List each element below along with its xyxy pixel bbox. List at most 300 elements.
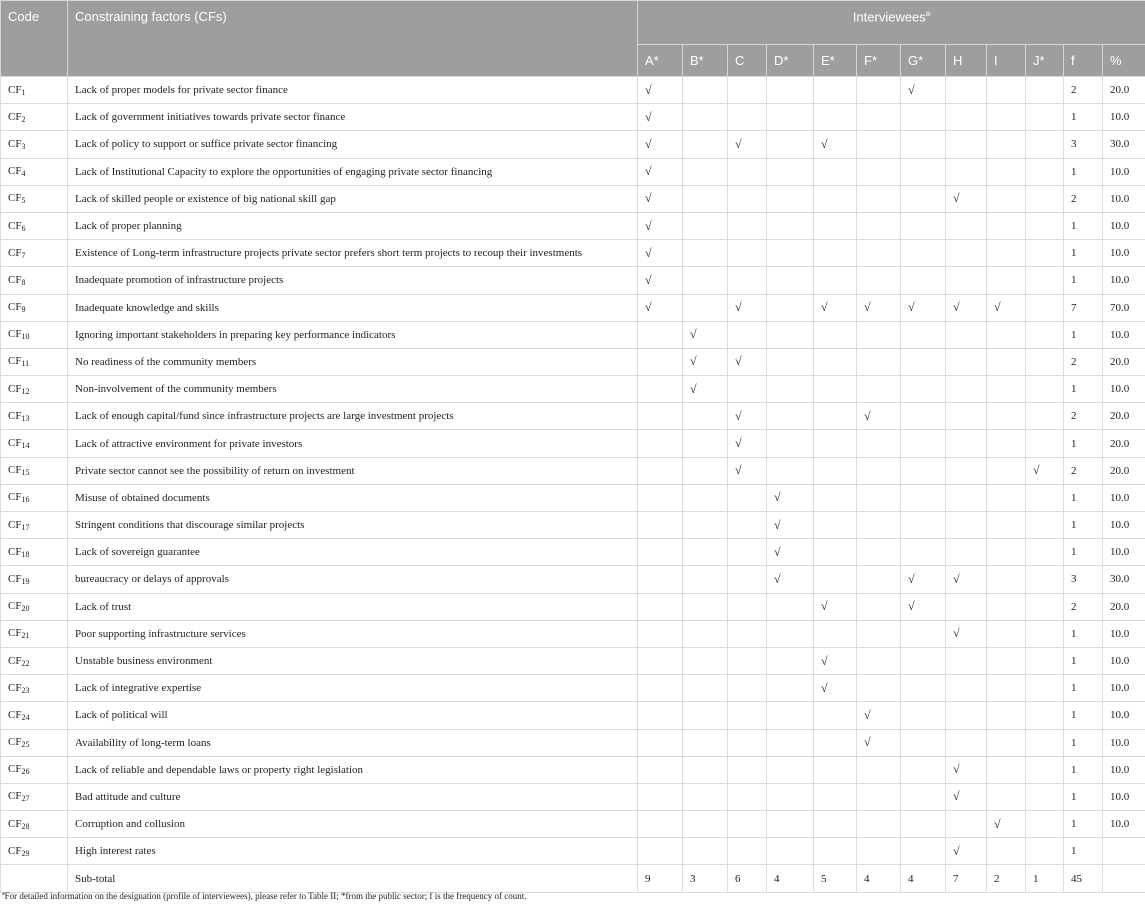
factor-code-index: 29 (21, 848, 30, 858)
empty-cell (946, 484, 987, 511)
empty-cell (683, 647, 728, 674)
empty-cell (857, 267, 901, 294)
frequency-cell: 1 (1064, 267, 1103, 294)
empty-cell (987, 267, 1026, 294)
empty-cell (857, 620, 901, 647)
factor-code-prefix: CF (8, 409, 22, 422)
factor-code-index: 2 (21, 114, 26, 124)
subtotal-value: 6 (728, 865, 767, 892)
column-header: E* (814, 45, 857, 77)
table-row (1, 294, 1145, 321)
factor-description: Lack of government initiatives towards private sector finance (68, 104, 638, 131)
factor-code-index: 10 (21, 332, 30, 342)
empty-cell (901, 403, 946, 430)
empty-cell (1026, 294, 1064, 321)
check-mark-cell: √ (987, 811, 1026, 838)
factor-code (1, 838, 68, 865)
frequency-cell: 1 (1064, 838, 1103, 865)
empty-cell (987, 348, 1026, 375)
empty-cell (1026, 783, 1064, 810)
empty-cell (767, 403, 814, 430)
empty-cell (814, 376, 857, 403)
empty-cell (901, 430, 946, 457)
empty-cell (901, 321, 946, 348)
check-mark-cell: √ (946, 620, 987, 647)
check-mark-cell: √ (728, 403, 767, 430)
frequency-cell: 2 (1064, 403, 1103, 430)
frequency-cell: 1 (1064, 811, 1103, 838)
factor-code-prefix: CF (8, 355, 22, 368)
factor-description: Stringent conditions that discourage similar projects (68, 512, 638, 539)
empty-cell (683, 811, 728, 838)
empty-cell (1026, 539, 1064, 566)
empty-cell (901, 376, 946, 403)
check-mark-cell: √ (946, 783, 987, 810)
empty-cell (946, 321, 987, 348)
empty-cell (901, 838, 946, 865)
frequency-cell: 1 (1064, 647, 1103, 674)
check-mark-cell: √ (901, 77, 946, 104)
table-row (1, 783, 1145, 810)
empty-cell (767, 321, 814, 348)
empty-cell (901, 620, 946, 647)
check-mark-cell: √ (946, 756, 987, 783)
percent-cell: 10.0 (1103, 240, 1145, 267)
empty-cell (901, 512, 946, 539)
check-mark-cell: √ (987, 294, 1026, 321)
table-row (1, 484, 1145, 511)
check-mark-cell: √ (814, 675, 857, 702)
factor-code-index: 1 (21, 87, 26, 97)
factor-code-prefix: CF (8, 83, 22, 96)
check-mark-cell: √ (638, 158, 683, 185)
empty-cell (728, 620, 767, 647)
column-header: I (987, 45, 1026, 77)
empty-cell (901, 348, 946, 375)
check-mark-cell: √ (946, 838, 987, 865)
check-mark-cell: √ (946, 566, 987, 593)
empty-cell (728, 77, 767, 104)
factor-code (1, 593, 68, 620)
factor-code-index: 18 (21, 549, 30, 559)
percent-cell: 10.0 (1103, 620, 1145, 647)
subtotal-label: Sub-total (68, 865, 638, 892)
check-mark-cell: √ (857, 294, 901, 321)
frequency-cell: 1 (1064, 512, 1103, 539)
factor-description: Lack of reliable and dependable laws or property right legislation (68, 756, 638, 783)
percent-cell: 10.0 (1103, 702, 1145, 729)
empty-cell (814, 783, 857, 810)
table-row (1, 185, 1145, 212)
factor-code-index: 20 (21, 604, 30, 614)
empty-cell (814, 729, 857, 756)
table-row (1, 403, 1145, 430)
empty-cell (638, 838, 683, 865)
empty-cell (901, 158, 946, 185)
empty-cell (683, 267, 728, 294)
percent-cell: 10.0 (1103, 212, 1145, 239)
empty-cell (683, 702, 728, 729)
empty-cell (683, 729, 728, 756)
empty-cell (767, 77, 814, 104)
factor-description: Lack of sovereign guarantee (68, 539, 638, 566)
empty-cell (728, 811, 767, 838)
factor-code (1, 566, 68, 593)
empty-cell (857, 131, 901, 158)
empty-cell (857, 783, 901, 810)
factor-code (1, 77, 68, 104)
empty-cell (946, 593, 987, 620)
empty-cell (767, 811, 814, 838)
percent-cell (1103, 838, 1145, 865)
frequency-cell: 1 (1064, 729, 1103, 756)
check-mark-cell: √ (1026, 457, 1064, 484)
table-row (1, 620, 1145, 647)
empty-cell (683, 212, 728, 239)
factor-code-prefix: CF (8, 518, 22, 531)
factor-code-prefix: CF (8, 110, 22, 123)
factor-code (1, 539, 68, 566)
footnote-text: For detailed information on the designation (profile of interviewees), please refer to Table II; *from the public sector; f is the frequency of count. (4, 891, 527, 901)
percent-cell: 20.0 (1103, 593, 1145, 620)
empty-cell (901, 647, 946, 674)
factor-code (1, 484, 68, 511)
empty-cell (638, 647, 683, 674)
empty-cell (767, 675, 814, 702)
column-header: % (1103, 45, 1145, 77)
table-row (1, 729, 1145, 756)
empty-cell (814, 321, 857, 348)
empty-cell (987, 77, 1026, 104)
empty-cell (638, 430, 683, 457)
empty-cell (767, 647, 814, 674)
empty-cell (857, 647, 901, 674)
check-mark-cell: √ (728, 430, 767, 457)
percent-cell: 20.0 (1103, 77, 1145, 104)
empty-cell (683, 403, 728, 430)
factor-code-index: 27 (21, 794, 30, 804)
empty-cell (946, 403, 987, 430)
empty-cell (814, 77, 857, 104)
empty-cell (1026, 77, 1064, 104)
factor-code-index: 7 (21, 250, 26, 260)
frequency-cell: 1 (1064, 376, 1103, 403)
factor-description: No readiness of the community members (68, 348, 638, 375)
empty-cell (987, 620, 1026, 647)
column-header: D* (767, 45, 814, 77)
factor-code-prefix: CF (8, 301, 22, 314)
table-row (1, 811, 1145, 838)
table-row (1, 512, 1145, 539)
empty-cell (728, 593, 767, 620)
empty-cell (946, 512, 987, 539)
factor-code (1, 702, 68, 729)
subtotal-value: 3 (683, 865, 728, 892)
factor-description: Inadequate promotion of infrastructure projects (68, 267, 638, 294)
percent-cell: 20.0 (1103, 403, 1145, 430)
empty-cell (683, 185, 728, 212)
factor-description: Lack of policy to support or suffice private sector financing (68, 131, 638, 158)
factor-code (1, 294, 68, 321)
factor-description: Lack of political will (68, 702, 638, 729)
empty-cell (814, 158, 857, 185)
empty-cell (683, 131, 728, 158)
frequency-cell: 1 (1064, 702, 1103, 729)
empty-cell (638, 620, 683, 647)
empty-cell (987, 566, 1026, 593)
factor-code-index: 16 (21, 495, 30, 505)
empty-cell (728, 240, 767, 267)
empty-cell (728, 783, 767, 810)
factor-code-index: 23 (21, 685, 30, 695)
empty-cell (683, 77, 728, 104)
check-mark-cell: √ (814, 294, 857, 321)
frequency-cell: 2 (1064, 348, 1103, 375)
empty-cell (638, 484, 683, 511)
empty-cell (857, 593, 901, 620)
factor-description: Lack of Institutional Capacity to explore the opportunities of engaging private sector financing (68, 158, 638, 185)
factor-description: Bad attitude and culture (68, 783, 638, 810)
empty-cell (857, 77, 901, 104)
subtotal-value: 7 (946, 865, 987, 892)
frequency-cell: 2 (1064, 77, 1103, 104)
empty-cell (946, 240, 987, 267)
check-mark-cell: √ (638, 212, 683, 239)
check-mark-cell: √ (946, 185, 987, 212)
empty-cell (767, 729, 814, 756)
empty-cell (814, 566, 857, 593)
check-mark-cell: √ (638, 104, 683, 131)
table-row (1, 376, 1145, 403)
empty-cell (857, 811, 901, 838)
factor-code (1, 321, 68, 348)
table-row (1, 348, 1145, 375)
factor-code-index: 17 (21, 522, 30, 532)
empty-cell (814, 484, 857, 511)
factor-code-index: 12 (21, 386, 30, 396)
column-header: J* (1026, 45, 1064, 77)
empty-cell (901, 702, 946, 729)
table-row (1, 566, 1145, 593)
empty-cell (946, 457, 987, 484)
empty-cell (767, 756, 814, 783)
check-mark-cell: √ (901, 593, 946, 620)
frequency-cell: 3 (1064, 566, 1103, 593)
table-row (1, 593, 1145, 620)
empty-cell (767, 131, 814, 158)
factor-code-prefix: CF (8, 654, 22, 667)
factor-code (1, 348, 68, 375)
factor-code (1, 647, 68, 674)
empty-cell (987, 321, 1026, 348)
factor-code-index: 5 (21, 196, 26, 206)
check-mark-cell: √ (814, 593, 857, 620)
percent-cell: 10.0 (1103, 675, 1145, 702)
factor-code-index: 21 (21, 631, 30, 641)
factor-code-prefix: CF (8, 491, 22, 504)
empty-cell (728, 539, 767, 566)
factor-description: High interest rates (68, 838, 638, 865)
empty-cell (814, 267, 857, 294)
table-row (1, 838, 1145, 865)
empty-cell (901, 675, 946, 702)
factor-code (1, 430, 68, 457)
subtotal-value: 45 (1064, 865, 1103, 892)
empty-cell (857, 158, 901, 185)
empty-cell (638, 539, 683, 566)
factor-code (1, 104, 68, 131)
factor-code-prefix: CF (8, 572, 22, 585)
empty-cell (638, 321, 683, 348)
factor-description: Private sector cannot see the possibility of return on investment (68, 457, 638, 484)
empty-cell (814, 348, 857, 375)
empty-cell (857, 321, 901, 348)
factor-description: Non-involvement of the community members (68, 376, 638, 403)
subtotal-value: 5 (814, 865, 857, 892)
table-row (1, 430, 1145, 457)
empty-cell (767, 240, 814, 267)
factor-code-index: 4 (21, 169, 26, 179)
empty-cell (857, 457, 901, 484)
factor-code-prefix: CF (8, 137, 22, 150)
check-mark-cell: √ (857, 403, 901, 430)
table-row (1, 267, 1145, 294)
empty-cell (1026, 811, 1064, 838)
frequency-cell: 2 (1064, 185, 1103, 212)
empty-cell (1026, 647, 1064, 674)
percent-cell: 10.0 (1103, 376, 1145, 403)
empty-cell (987, 729, 1026, 756)
factor-description: Availability of long-term loans (68, 729, 638, 756)
factor-code-index: 22 (21, 658, 30, 668)
empty-cell (987, 838, 1026, 865)
subtotal-value: 4 (767, 865, 814, 892)
factor-code (1, 185, 68, 212)
empty-cell (814, 212, 857, 239)
footnote-mark: a (2, 891, 5, 897)
percent-cell: 10.0 (1103, 267, 1145, 294)
empty-cell (638, 811, 683, 838)
factor-code-prefix: CF (8, 382, 22, 395)
factor-code (1, 212, 68, 239)
column-header: G* (901, 45, 946, 77)
empty-cell (728, 158, 767, 185)
empty-cell (987, 403, 1026, 430)
empty-cell (987, 430, 1026, 457)
subtotal-value (1103, 865, 1145, 892)
empty-cell (683, 430, 728, 457)
empty-cell (814, 620, 857, 647)
empty-cell (814, 104, 857, 131)
empty-cell (857, 512, 901, 539)
empty-cell (946, 77, 987, 104)
subtotal-value: 1 (1026, 865, 1064, 892)
check-mark-cell: √ (901, 294, 946, 321)
percent-cell: 20.0 (1103, 348, 1145, 375)
subtotal-value: 4 (901, 865, 946, 892)
factor-description: bureaucracy or delays of approvals (68, 566, 638, 593)
factor-description: Lack of proper planning (68, 212, 638, 239)
factor-code-index: 3 (21, 141, 26, 151)
factor-code-prefix: CF (8, 681, 22, 694)
empty-cell (1026, 267, 1064, 294)
empty-cell (814, 240, 857, 267)
empty-cell (1026, 566, 1064, 593)
empty-cell (987, 593, 1026, 620)
frequency-cell: 1 (1064, 104, 1103, 131)
empty-cell (814, 512, 857, 539)
percent-cell: 10.0 (1103, 811, 1145, 838)
empty-cell (857, 430, 901, 457)
table-row (1, 539, 1145, 566)
factor-code (1, 729, 68, 756)
frequency-cell: 1 (1064, 158, 1103, 185)
percent-cell: 10.0 (1103, 647, 1145, 674)
empty-cell (901, 131, 946, 158)
frequency-cell: 1 (1064, 539, 1103, 566)
empty-cell (1026, 675, 1064, 702)
empty-cell (683, 620, 728, 647)
empty-cell (767, 430, 814, 457)
factor-code-prefix: CF (8, 736, 22, 749)
subtotal-row (1, 865, 1145, 892)
empty-cell (1026, 104, 1064, 131)
empty-cell (814, 457, 857, 484)
empty-cell (767, 838, 814, 865)
factor-code-prefix: CF (8, 627, 22, 640)
empty-cell (857, 484, 901, 511)
factor-code-prefix: CF (8, 328, 22, 341)
check-mark-cell: √ (767, 539, 814, 566)
empty-cell (814, 756, 857, 783)
column-header: B* (683, 45, 728, 77)
percent-cell: 10.0 (1103, 729, 1145, 756)
check-mark-cell: √ (946, 294, 987, 321)
factor-code (1, 620, 68, 647)
factor-code-prefix: CF (8, 437, 22, 450)
factor-description: Lack of skilled people or existence of big national skill gap (68, 185, 638, 212)
check-mark-cell: √ (857, 702, 901, 729)
empty-cell (987, 240, 1026, 267)
empty-cell (683, 484, 728, 511)
empty-cell (987, 756, 1026, 783)
empty-cell (857, 240, 901, 267)
empty-cell (987, 512, 1026, 539)
factor-code-prefix: CF (8, 817, 22, 830)
factor-code (1, 675, 68, 702)
header-code: Code (1, 1, 68, 77)
empty-cell (638, 702, 683, 729)
interviewees-footnote-mark: a (925, 9, 931, 18)
empty-cell (1026, 158, 1064, 185)
table-row (1, 212, 1145, 239)
factor-code-index: 25 (21, 740, 30, 750)
empty-cell (728, 647, 767, 674)
empty-cell (767, 158, 814, 185)
empty-cell (987, 131, 1026, 158)
frequency-cell: 7 (1064, 294, 1103, 321)
empty-cell (728, 104, 767, 131)
factor-code-index: 11 (21, 359, 30, 369)
empty-cell (638, 756, 683, 783)
factor-code-prefix: CF (8, 219, 22, 232)
empty-cell (987, 783, 1026, 810)
empty-cell (946, 158, 987, 185)
empty-cell (814, 539, 857, 566)
column-header: A* (638, 45, 683, 77)
empty-cell (728, 185, 767, 212)
percent-cell: 10.0 (1103, 756, 1145, 783)
